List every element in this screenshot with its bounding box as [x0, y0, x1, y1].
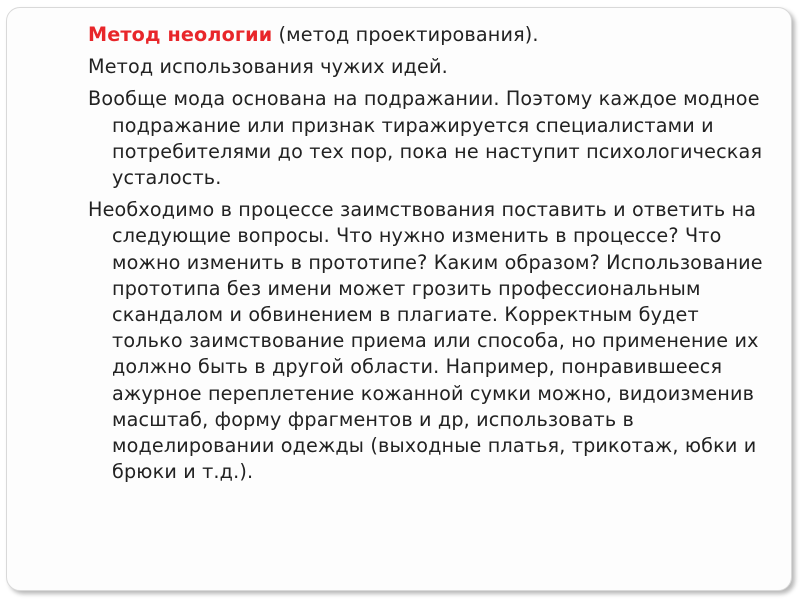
paragraph-fashion-imitation: Вообще мода основана на подражании. Поэтому каждое модное подражание или признак тиражируется специалистами и потребителями до тех пор, пока не наступит психологическая усталость.: [88, 87, 763, 190]
heading-subtitle: (метод проектирования).: [272, 23, 539, 46]
slide-content: [88, 22, 768, 491]
paragraph-borrowing-method: Метод использования чужих идей.: [88, 55, 448, 79]
heading-line: [88, 22, 768, 48]
heading-bold-term: Метод неологии: [88, 23, 273, 46]
paragraph-borrowing-questions: Необходимо в процессе заимствования поставить и ответить на следующие вопросы. Что нужно изменить в процессе? Что можно изменить в прототипе? Каким образом? Использование прототипа без имени может грозить профессиональным скандалом и обвинением в плагиате. Корректным будет только заимствование приема или способа, но применение их должно быть в другой области. Например, понравившееся ажурное переплетение кожанной сумки можно, видоизменив масштаб, форму фрагментов и др, использовать в моделировании одежды (выходные платья, трикотаж, юбки и брюки и т.д.).: [88, 198, 763, 484]
